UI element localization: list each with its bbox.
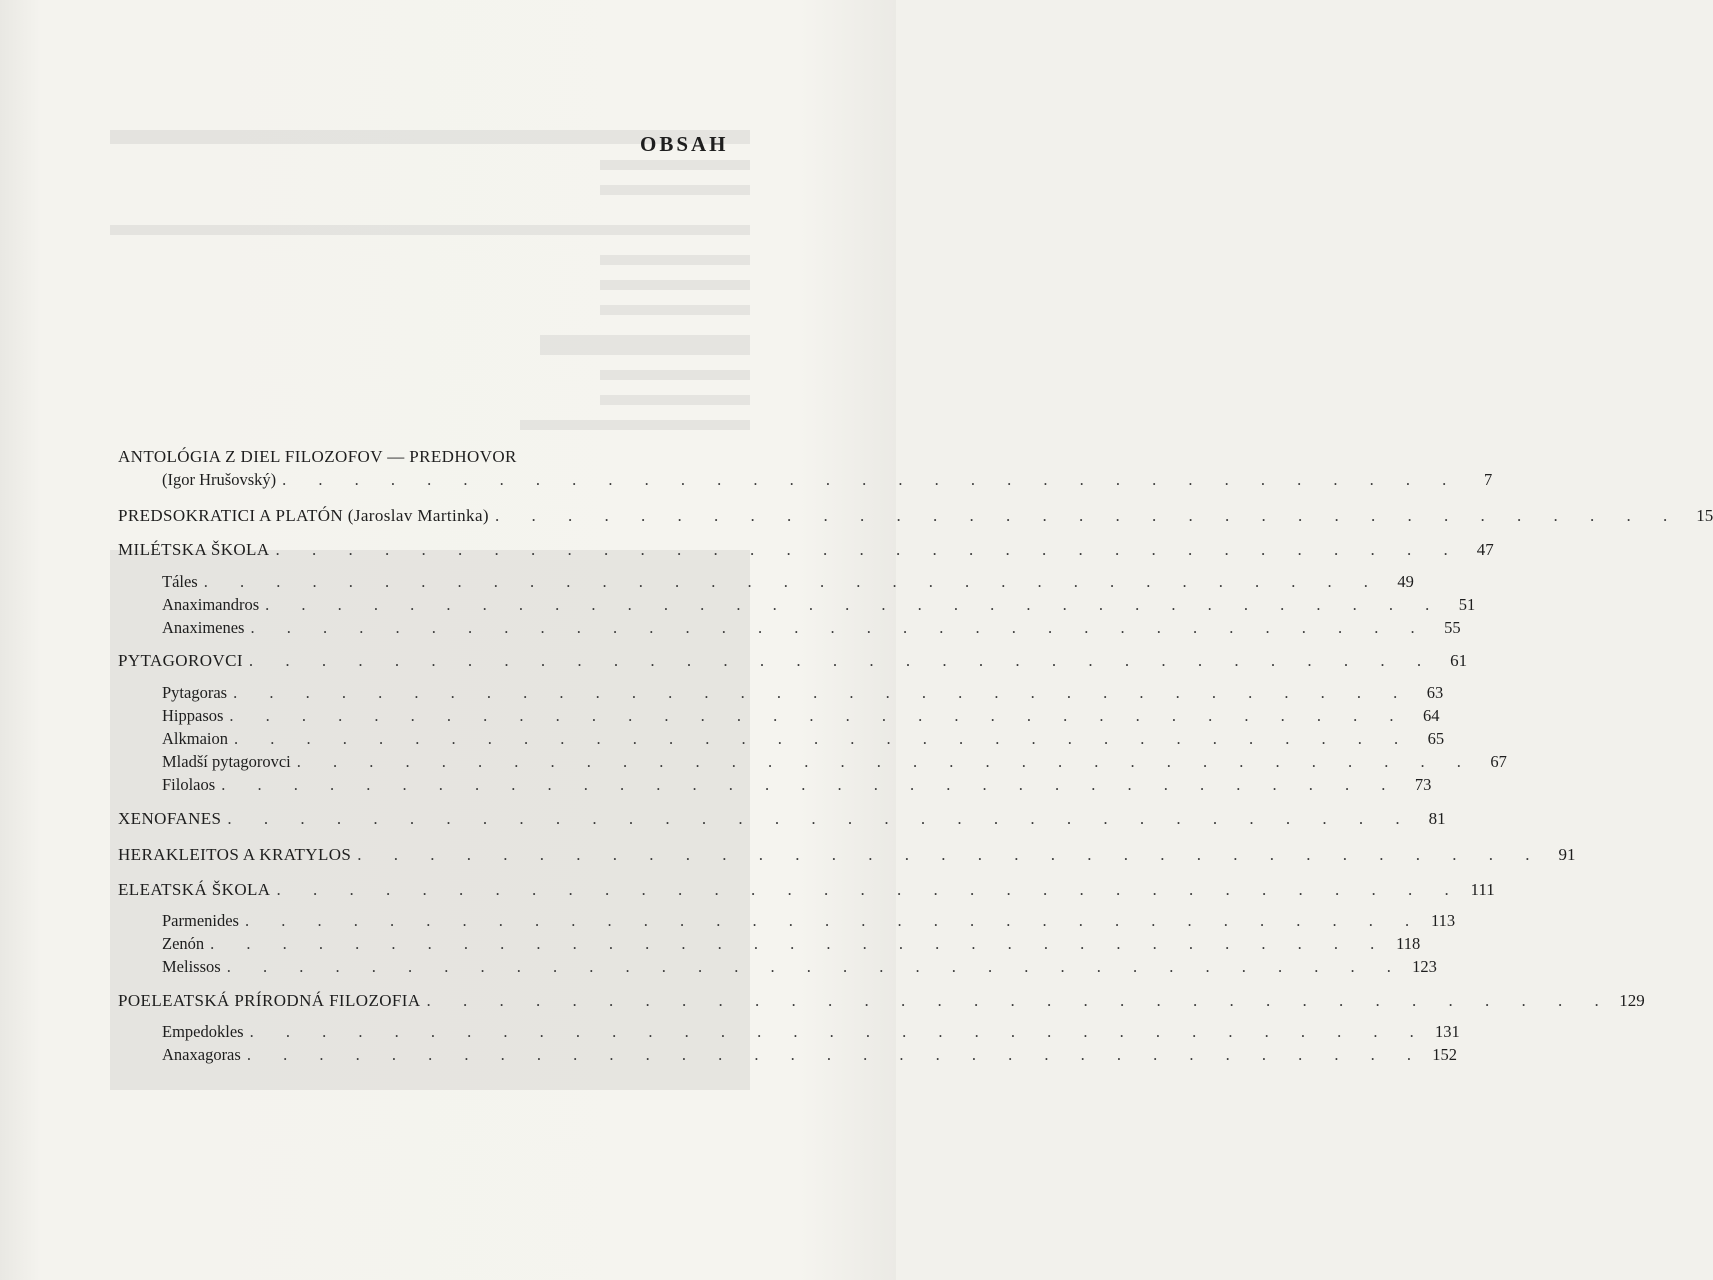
toc-entry-label: ANTOLÓGIA Z DIEL FILOZOFOV — PREDHOVOR [118, 447, 517, 466]
toc-entry-page: 118 [1396, 934, 1421, 953]
leader-dots: . . . . . . . . . . . . . . . . . . . . . . . . . . . . . . . . . [494, 506, 1682, 525]
toc-entry-page: 49 [1397, 572, 1414, 591]
toc-entry-label: PREDSOKRATICI A PLATÓN (Jaroslav Martinka) [118, 506, 489, 525]
toc-entry-label: HERAKLEITOS A KRATYLOS [118, 845, 352, 864]
toc-entry [118, 991, 1645, 1013]
toc-entry [162, 1022, 1460, 1044]
toc-entry-label: PYTAGOROVCI [118, 651, 243, 670]
toc-entry-page: 81 [1428, 809, 1446, 828]
toc-entry-label: Pytagoras [162, 683, 228, 702]
toc-entry-label: Táles [162, 572, 198, 591]
toc-entry-page: 131 [1434, 1022, 1460, 1041]
leader-dots: . . . . . . . . . . . . . . . . . . . . . . . . . . . . . . . . . [265, 595, 1444, 614]
toc-entry-page: 91 [1558, 845, 1576, 864]
leader-dots: . . . . . . . . . . . . . . . . . . . . . . . . . . . . . . . . . [282, 470, 1461, 489]
toc-entry-label: Hippasos [162, 706, 224, 725]
toc-entry-page: 111 [1470, 880, 1495, 899]
toc-entry [118, 845, 1576, 867]
toc-entry-label: Parmenides [162, 911, 239, 930]
leader-dots: . . . . . . . . . . . . . . . . . . . . . . . . . . . . . . . . . [203, 572, 1382, 591]
leader-dots: . . . . . . . . . . . . . . . . . . . . . . . . . . . . . . . . . [246, 1045, 1425, 1064]
toc-entry [162, 470, 1493, 492]
leader-dots: . . . . . . . . . . . . . . . . . . . . . . . . . . . . . . . . . [226, 957, 1405, 976]
toc-entry-label: Anaximenes [162, 618, 245, 637]
toc-entry [162, 752, 1507, 774]
toc-entry-label: (Igor Hrušovský) [162, 470, 277, 489]
toc-entry-label: Empedokles [162, 1022, 244, 1041]
toc-entry-page: 152 [1432, 1045, 1457, 1064]
leader-dots: . . . . . . . . . . . . . . . . . . . . . . . . . . . . . . . . . [234, 729, 1413, 748]
leader-dots: . . . . . . . . . . . . . . . . . . . . . . . . . . . . . . . . . [426, 991, 1613, 1010]
toc-entry-label: Anaxagoras [162, 1045, 241, 1064]
toc-entry-page: 61 [1450, 651, 1468, 670]
leader-dots: . . . . . . . . . . . . . . . . . . . . . . . . . . . . . . . . . [275, 540, 1462, 559]
leader-dots: . . . . . . . . . . . . . . . . . . . . . . . . . . . . . . . . . [250, 618, 1429, 637]
toc-entry-page: 113 [1430, 911, 1456, 930]
toc-entry [162, 729, 1445, 751]
toc-entry-page: 15 [1696, 506, 1713, 525]
leader-dots: . . . . . . . . . . . . . . . . . . . . . . . . . . . . . . . . . [276, 880, 1463, 899]
toc-entry-label: POELEATSKÁ PRÍRODNÁ FILOZOFIA [118, 991, 421, 1010]
toc-entry-label: ELEATSKÁ ŠKOLA [118, 880, 271, 899]
toc-entry [118, 447, 744, 469]
leader-dots: . . . . . . . . . . . . . . . . . . . . . . . . . . . . . . . . . [233, 683, 1412, 702]
toc-entry [162, 911, 1456, 933]
toc-entry-label: Melissos [162, 957, 221, 976]
toc-entry [162, 775, 1432, 797]
toc-entry [118, 880, 1495, 902]
toc-entry [118, 651, 1468, 673]
toc-entry-label: Alkmaion [162, 729, 228, 748]
leader-dots: . . . . . . . . . . . . . . . . . . . . . . . . . . . . . . . . . [221, 775, 1400, 794]
toc-entry-page: 73 [1414, 775, 1432, 794]
toc-entry-page: 67 [1490, 752, 1507, 771]
leader-dots: . . . . . . . . . . . . . . . . . . . . . . . . . . . . . . . . . [227, 809, 1414, 828]
page-title: OBSAH [640, 132, 729, 156]
toc-entry [162, 1045, 1457, 1067]
toc-entry [118, 506, 1713, 528]
toc-entry-label: MILÉTSKA ŠKOLA [118, 540, 270, 559]
toc-entry [162, 706, 1440, 728]
toc-entry-label: Filolaos [162, 775, 216, 794]
toc-entry-page: 123 [1412, 957, 1437, 976]
toc-entry [118, 809, 1446, 831]
leader-dots: . . . . . . . . . . . . . . . . . . . . . . . . . . . . . . . . . [296, 752, 1475, 771]
leader-dots: . . . . . . . . . . . . . . . . . . . . . . . . . . . . . . . . . [248, 651, 1436, 670]
toc-entry-page: 63 [1426, 683, 1444, 702]
toc-entry-page: 55 [1444, 618, 1461, 637]
toc-entry-page: 47 [1476, 540, 1494, 559]
toc-entry [162, 683, 1444, 705]
toc-entry [162, 957, 1437, 979]
toc-entry [162, 934, 1421, 956]
toc-entry-page: 7 [1483, 470, 1493, 489]
toc-entry-label: Mladší pytagorovci [162, 752, 291, 771]
toc-entry [162, 618, 1461, 640]
toc-entry-label: Anaximandros [162, 595, 260, 614]
leader-dots: . . . . . . . . . . . . . . . . . . . . . . . . . . . . . . . . . [210, 934, 1389, 953]
toc-entry-page: 64 [1423, 706, 1440, 725]
leader-dots: . . . . . . . . . . . . . . . . . . . . . . . . . . . . . . . . . [229, 706, 1408, 725]
toc-entry [118, 540, 1494, 562]
toc-entry [162, 572, 1414, 594]
leader-dots: . . . . . . . . . . . . . . . . . . . . . . . . . . . . . . . . . [244, 911, 1424, 930]
toc-entry-label: XENOFANES [118, 809, 222, 828]
toc-entry [162, 595, 1476, 617]
toc-entry-label: Zenón [162, 934, 205, 953]
toc-entry-page: 65 [1427, 729, 1445, 748]
leader-dots: . . . . . . . . . . . . . . . . . . . . . . . . . . . . . . . . . [249, 1022, 1428, 1041]
toc-entry-page: 51 [1458, 595, 1476, 614]
toc-entry-page: 129 [1619, 991, 1645, 1010]
leader-dots: . . . . . . . . . . . . . . . . . . . . . . . . . . . . . . . . . [357, 845, 1544, 864]
